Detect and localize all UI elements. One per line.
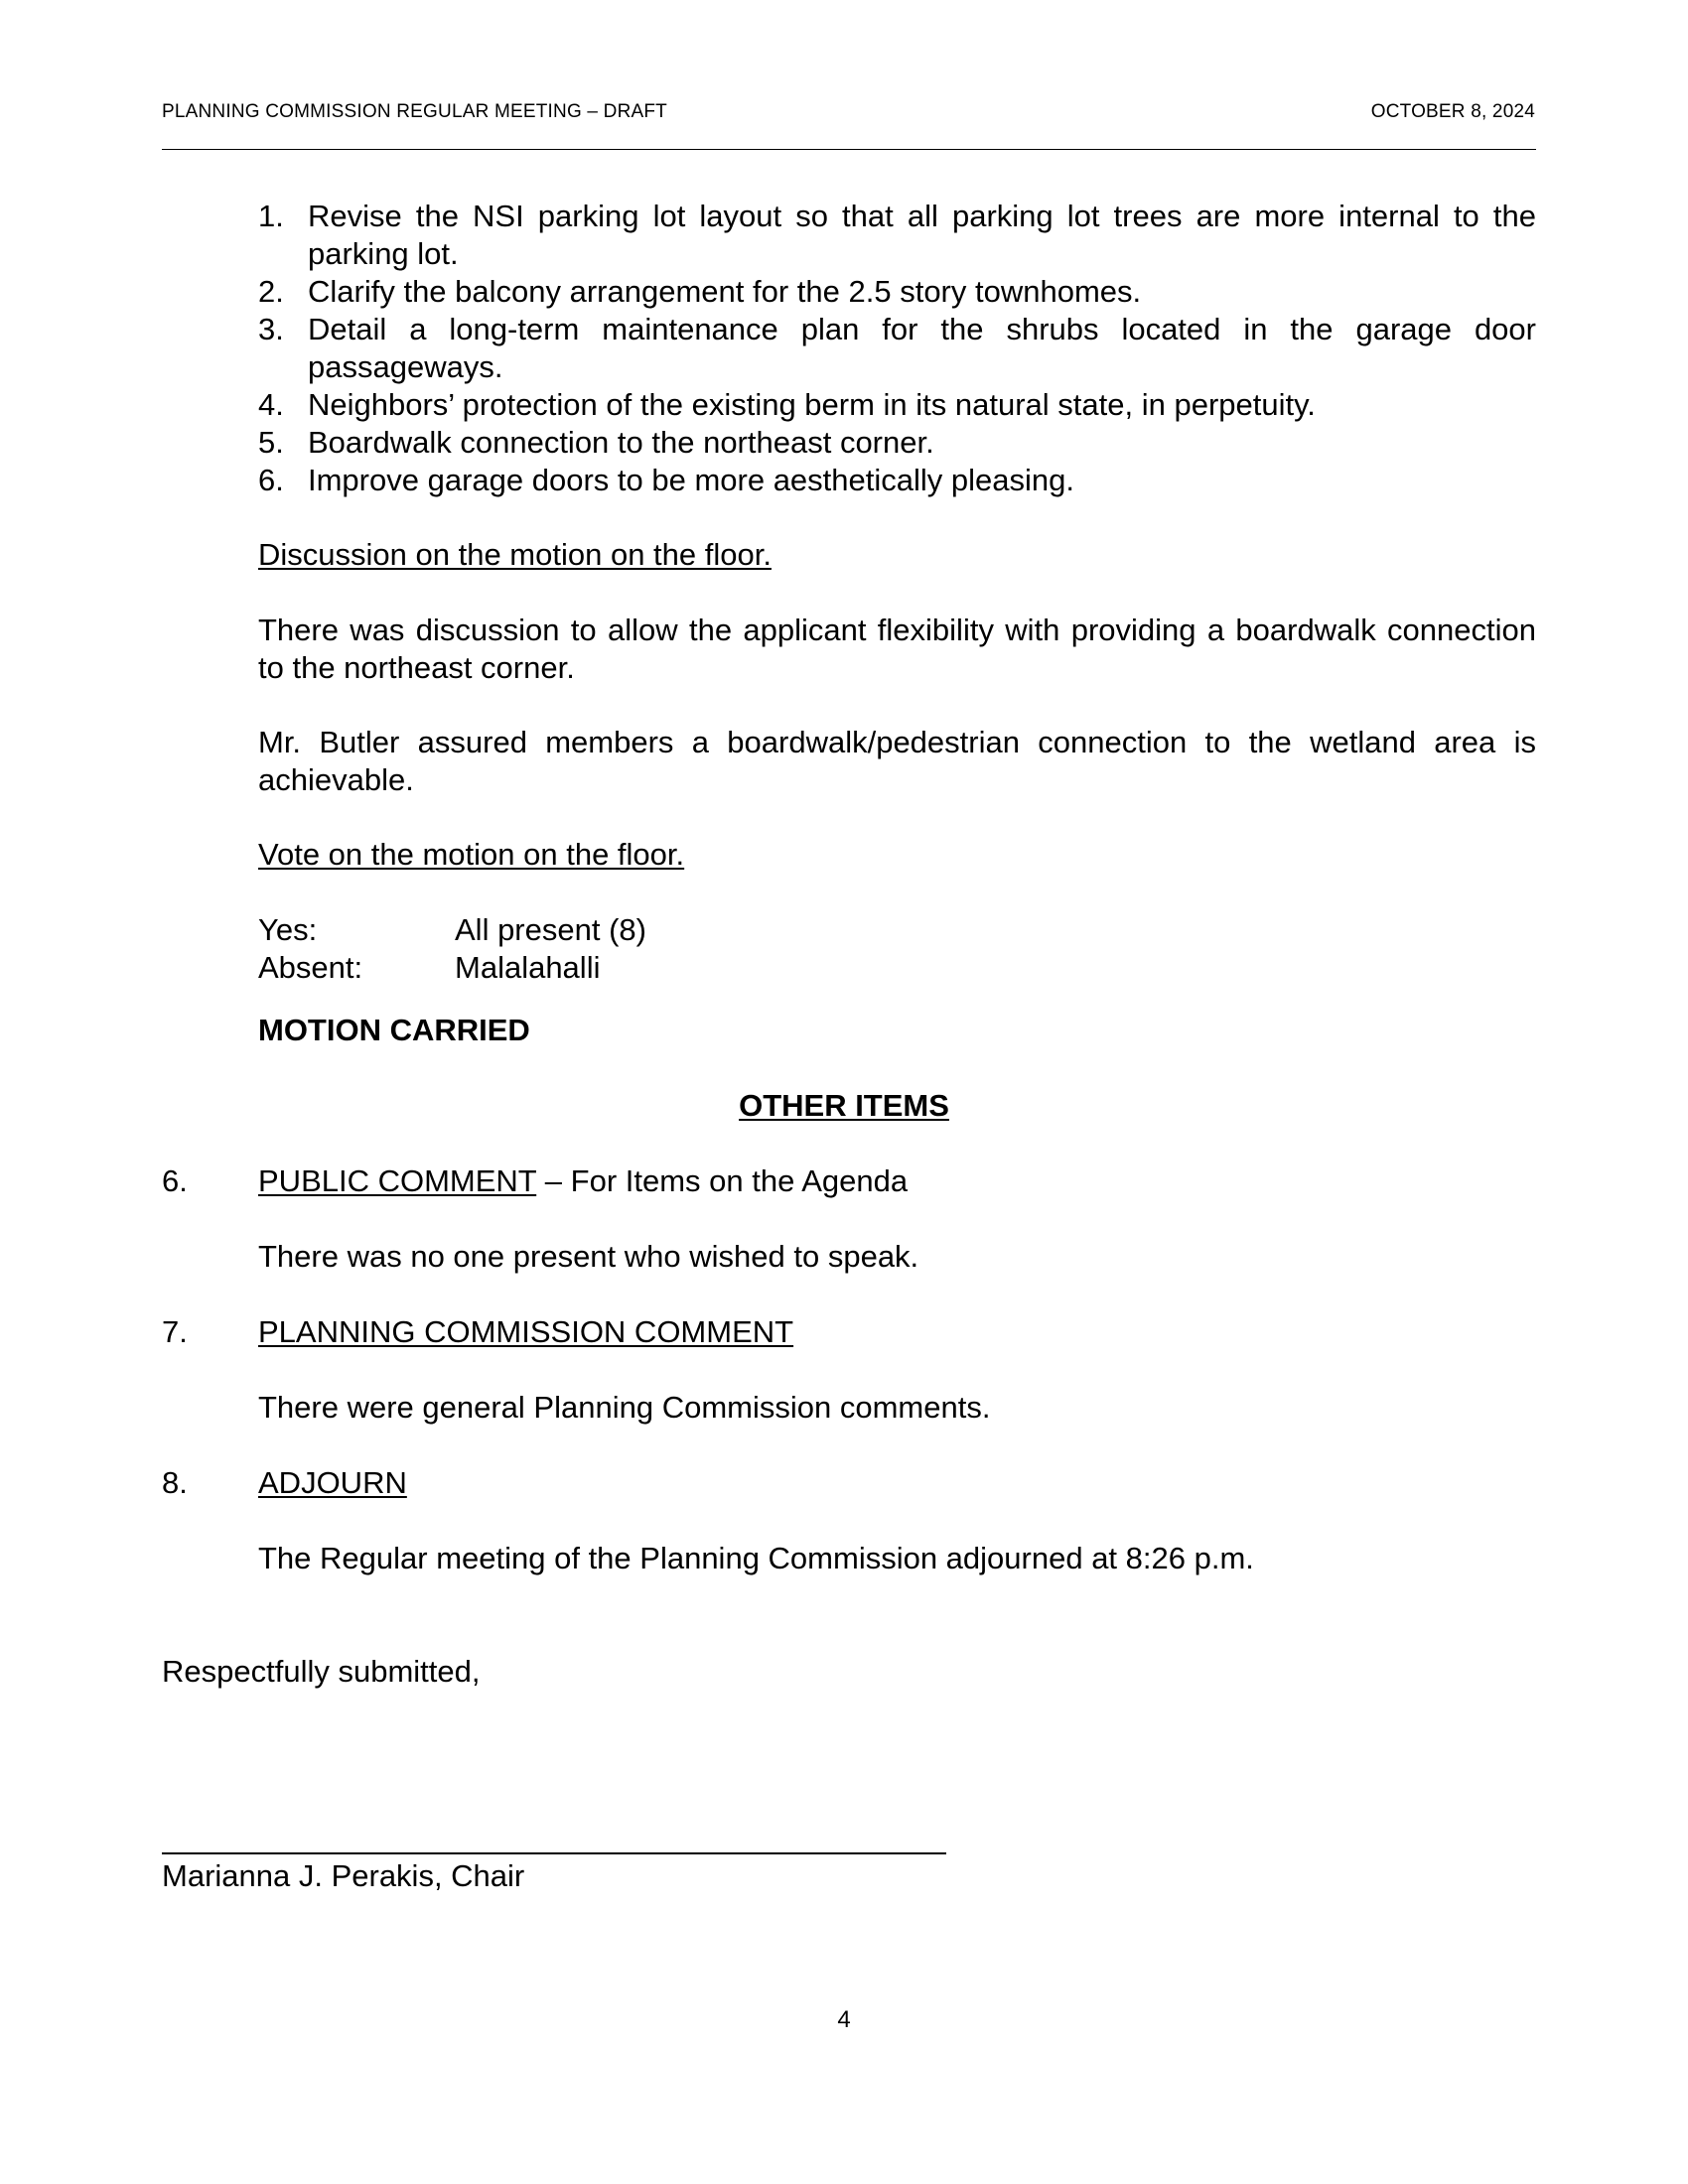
list-item	[258, 386, 1536, 424]
item-text: The Regular meeting of the Planning Commission adjourned at 8:26 p.m.	[258, 1541, 1254, 1575]
item-number: 8.	[162, 1465, 188, 1500]
vote-label: Absent:	[258, 950, 363, 985]
item-heading	[258, 1313, 793, 1351]
list-item-text: Clarify the balcony arrangement for the 2.5 story townhomes.	[308, 274, 1142, 309]
list-item-number: 3.	[258, 312, 284, 346]
vote-row-absent	[258, 949, 1536, 987]
list-item-number: 5.	[258, 425, 284, 460]
item-number: 6.	[162, 1163, 188, 1198]
signatory-name: Marianna J. Perakis, Chair	[162, 1858, 525, 1893]
vote-row-yes	[258, 911, 1536, 949]
list-item-text: Improve garage doors to be more aesthetically pleasing.	[308, 463, 1074, 497]
item-title: PUBLIC COMMENT	[258, 1163, 537, 1198]
item-title: ADJOURN	[258, 1465, 407, 1500]
header-title: PLANNING COMMISSION REGULAR MEETING – DRAFT	[162, 101, 667, 122]
list-item	[258, 311, 1536, 386]
item-text: There were general Planning Commission comments.	[258, 1390, 991, 1425]
signature-line	[162, 1852, 946, 1854]
header-date: OCTOBER 8, 2024	[1370, 101, 1535, 122]
vote-value: Malalahalli	[455, 950, 601, 985]
item-title-suffix: – For Items on the Agenda	[536, 1163, 909, 1198]
list-item-number: 1.	[258, 199, 284, 233]
vote-heading: Vote on the motion on the floor.	[258, 837, 685, 872]
discussion-paragraph: Mr. Butler assured members a boardwalk/pedestrian connection to the wetland area is achievable.	[258, 725, 1536, 797]
list-item-number: 6.	[258, 463, 284, 497]
list-item-text: Revise the NSI parking lot layout so that all parking lot trees are more internal to the parking lot.	[308, 199, 1536, 271]
motion-result: MOTION CARRIED	[258, 1013, 530, 1047]
page-number: 4	[837, 2006, 851, 2033]
item-title: PLANNING COMMISSION COMMENT	[258, 1314, 794, 1349]
list-item-text: Boardwalk connection to the northeast corner.	[308, 425, 934, 460]
discussion-paragraph: There was discussion to allow the applicant flexibility with providing a boardwalk connection to the northeast corner.	[258, 613, 1536, 685]
list-item-text: Neighbors’ protection of the existing berm in its natural state, in perpetuity.	[308, 387, 1316, 422]
item-text: There was no one present who wished to speak.	[258, 1239, 919, 1274]
vote-value: All present (8)	[455, 912, 646, 947]
list-item	[258, 273, 1536, 311]
list-item	[258, 424, 1536, 462]
vote-results	[258, 911, 1536, 987]
vote-label: Yes:	[258, 912, 318, 947]
item-heading	[258, 1464, 407, 1502]
header-divider	[162, 149, 1536, 150]
list-item	[258, 198, 1536, 273]
conditions-list	[258, 198, 1536, 499]
item-number: 7.	[162, 1314, 188, 1349]
item-heading	[258, 1162, 908, 1200]
discussion-heading: Discussion on the motion on the floor.	[258, 537, 772, 572]
list-item-number: 4.	[258, 387, 284, 422]
list-item-text: Detail a long-term maintenance plan for the shrubs located in the garage door passageways.	[308, 312, 1536, 384]
closing-text: Respectfully submitted,	[162, 1654, 481, 1689]
list-item	[258, 462, 1536, 499]
list-item-number: 2.	[258, 274, 284, 309]
section-heading: OTHER ITEMS	[739, 1088, 949, 1123]
